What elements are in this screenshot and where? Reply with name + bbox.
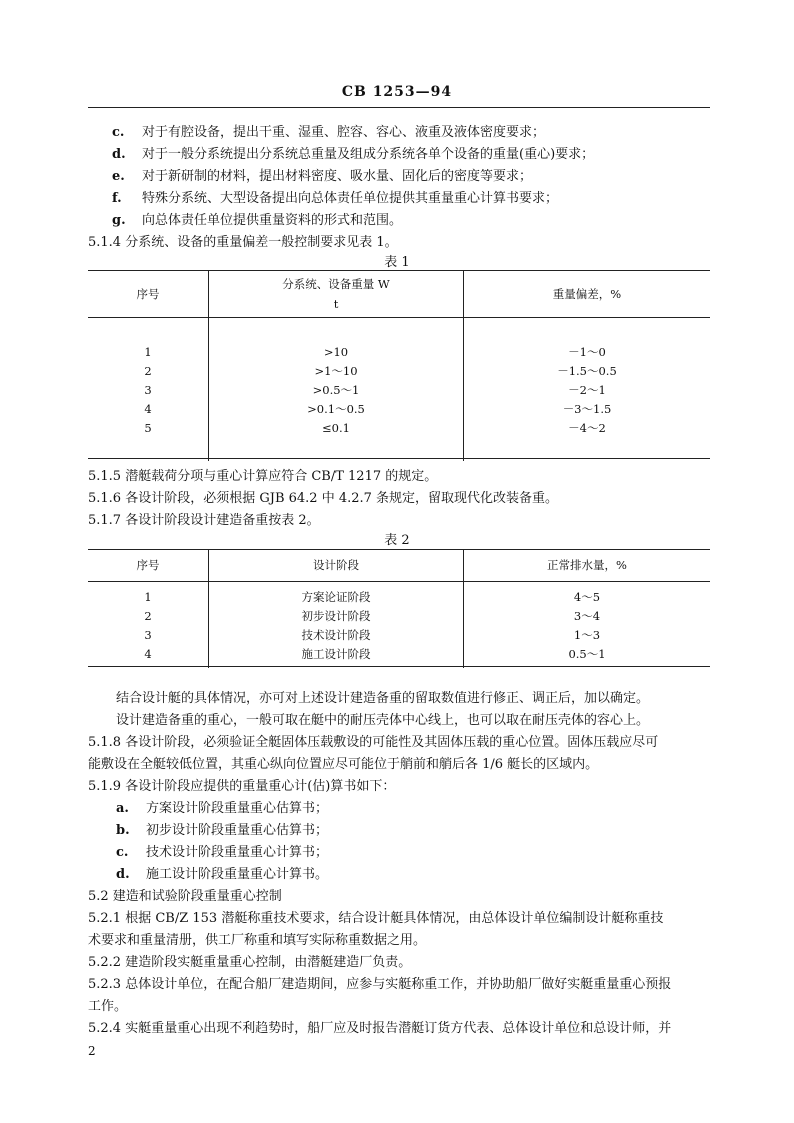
list-item-text: 施工设计阶段重量重心计算书。 <box>146 867 329 882</box>
table1-cell-dev: －3～1.5 <box>464 400 711 419</box>
list-item <box>116 819 328 838</box>
table2-cell-no: 3 <box>144 628 152 642</box>
paragraph-adjustment: 结合设计艇的具体情况，亦可对上述设计建造备重的留取数值进行修正、调正后，加以确定。 <box>116 691 650 706</box>
table1-cell-no: 4 <box>144 402 152 416</box>
table1-cell-dev: －4～2 <box>464 419 711 438</box>
clause-5-1-9: 5.1.9 各设计阶段应提供的重量重心计(估)算书如下： <box>88 779 396 794</box>
list-item-key: e. <box>112 169 125 184</box>
list-item-key: c. <box>112 125 125 140</box>
table2-cell-disp: 4～5 <box>464 588 711 607</box>
table2-cell-disp: 0.5～1 <box>464 645 711 664</box>
page-number: 2 <box>88 1044 96 1058</box>
list-item <box>112 165 532 184</box>
table1-cell-dev: －2～1 <box>464 381 711 400</box>
table1-col-dev: 重量偏差，% <box>464 271 711 317</box>
list-item-text: 对于一般分系统提出分系统总重量及组成分系统各单个设备的重量(重心)要求； <box>142 147 595 162</box>
table-row <box>88 626 710 645</box>
list-item <box>116 841 328 860</box>
list-item-key: d. <box>116 867 130 882</box>
table2-col-stage: 设计阶段 <box>209 550 464 581</box>
list-item <box>112 143 594 162</box>
clause-5-2-1-line1: 5.2.1 根据 CB/Z 153 潜艇称重技术要求，结合设计艇具体情况，由总体设计单位编制设计艇称重技 <box>88 911 664 926</box>
table2-cell-disp: 1～3 <box>464 626 711 645</box>
clause-5-1-7: 5.1.7 各设计阶段设计建造备重按表 2。 <box>88 513 320 528</box>
table2-caption: 表 2 <box>384 533 410 548</box>
table-row <box>88 419 710 438</box>
table1 <box>88 271 710 461</box>
table-row <box>88 362 710 381</box>
list-item <box>112 209 402 228</box>
list-item-key: c. <box>116 845 129 860</box>
table1-cell-weight: >10 <box>209 342 464 362</box>
table1-caption: 表 1 <box>384 255 410 270</box>
table-row <box>88 588 710 607</box>
clause-5-2-4: 5.2.4 实艇重量重心出现不利趋势时，船厂应及时报告潜艇订货方代表、总体设计单位和总设计师，并 <box>88 1021 672 1036</box>
list-item-text: 方案设计阶段重量重心估算书； <box>146 801 329 816</box>
section-5-2-heading: 5.2 建造和试验阶段重量重心控制 <box>88 889 282 904</box>
table1-cell-no: 5 <box>144 421 152 435</box>
table1-cell-dev: －1～0 <box>464 342 711 362</box>
table2-cell-no: 2 <box>144 609 152 623</box>
clause-5-1-8-line1: 5.1.8 各设计阶段，必须验证全艇固体压载敷设的可能性及其固体压载的重心位置。固体压载应尽可 <box>88 735 659 750</box>
list-item-text: 对于新研制的材料，提出材料密度、吸水量、固化后的密度等要求； <box>142 169 533 184</box>
clause-5-1-6: 5.1.6 各设计阶段，必须根据 GJB 64.2 中 4.2.7 条规定，留取现代化改装备重。 <box>88 491 559 506</box>
header-rule <box>88 107 710 108</box>
table1-col-weight-name: 分系统、设备重量 W <box>282 276 390 291</box>
table-row <box>88 645 710 664</box>
table2-cell-stage: 初步设计阶段 <box>209 607 464 626</box>
list-item <box>112 121 545 140</box>
table2-cell-stage: 方案论证阶段 <box>209 588 464 607</box>
table1-bottom-rule <box>88 458 710 459</box>
table2-cell-disp: 3～4 <box>464 607 711 626</box>
list-item <box>116 797 328 816</box>
table2-cell-stage: 施工设计阶段 <box>209 645 464 664</box>
list-item-text: 初步设计阶段重量重心估算书； <box>146 823 329 838</box>
table-row <box>88 381 710 400</box>
table1-cell-no: 3 <box>144 383 152 397</box>
list-item <box>112 187 558 206</box>
table1-col-weight <box>209 271 464 317</box>
clause-5-2-2: 5.2.2 建造阶段实艇重量重心控制，由潜艇建造厂负责。 <box>88 955 412 970</box>
list-item-text: 技术设计阶段重量重心计算书； <box>146 845 329 860</box>
clause-5-2-1-line2: 术要求和重量清册，供工厂称重和填写实际称重数据之用。 <box>88 933 427 948</box>
table2-header-row <box>88 550 710 581</box>
table1-cell-weight: >0.5～1 <box>209 381 464 400</box>
table1-cell-weight: ≤0.1 <box>209 419 464 438</box>
list-item-text: 向总体责任单位提供重量资料的形式和范围。 <box>142 213 403 228</box>
document-header: CB 1253—94 <box>341 84 453 100</box>
table1-header-row <box>88 271 710 317</box>
table-row <box>88 607 710 626</box>
table1-cell-weight: >0.1～0.5 <box>209 400 464 419</box>
table1-cell-no: 1 <box>144 344 152 359</box>
table-row <box>88 400 710 419</box>
table2-cell-no: 4 <box>144 647 152 661</box>
list-item-key: a. <box>116 801 129 816</box>
clause-5-1-4: 5.1.4 分系统、设备的重量偏差一般控制要求见表 1。 <box>88 235 398 250</box>
table1-cell-weight: >1～10 <box>209 362 464 381</box>
clause-5-2-3-line2: 工作。 <box>88 999 128 1014</box>
list-item-key: b. <box>116 823 130 838</box>
table1-cell-dev: －1.5～0.5 <box>464 362 711 381</box>
clause-5-1-5: 5.1.5 潜艇载荷分项与重心计算应符合 CB/T 1217 的规定。 <box>88 469 438 484</box>
table2-cell-stage: 技术设计阶段 <box>209 626 464 645</box>
clause-5-1-8-line2: 能敷设在全艇较低位置，其重心纵向位置应尽可能位于艄前和艄后各 1/6 艇长的区域内。 <box>88 757 599 772</box>
table2-col-disp: 正常排水量，% <box>464 550 711 581</box>
list-item-key: d. <box>112 147 126 162</box>
table-row <box>88 342 710 362</box>
list-item <box>116 863 328 882</box>
paragraph-center-of-gravity: 设计建造备重的重心，一般可取在艇中的耐压壳体中心线上，也可以取在耐压壳体的容心上。 <box>116 713 650 728</box>
table2-col-no: 序号 <box>136 558 160 573</box>
list-item-key: g. <box>112 213 126 228</box>
list-item-text: 特殊分系统、大型设备提出向总体责任单位提供其重量重心计算书要求； <box>142 191 559 206</box>
table1-col-no: 序号 <box>136 286 160 301</box>
table2-cell-no: 1 <box>144 590 152 604</box>
list-item-text: 对于有腔设备，提出干重、湿重、腔容、容心、液重及液体密度要求； <box>142 125 546 140</box>
table1-col-weight-unit: t <box>333 296 339 311</box>
table2 <box>88 550 710 668</box>
table2-bottom-rule <box>88 666 710 667</box>
table1-cell-no: 2 <box>144 364 152 378</box>
clause-5-2-3-line1: 5.2.3 总体设计单位，在配合船厂建造期间，应参与实艇称重工作，并协助船厂做好实艇重量重心预报 <box>88 977 672 992</box>
list-item-key: f. <box>112 191 122 206</box>
